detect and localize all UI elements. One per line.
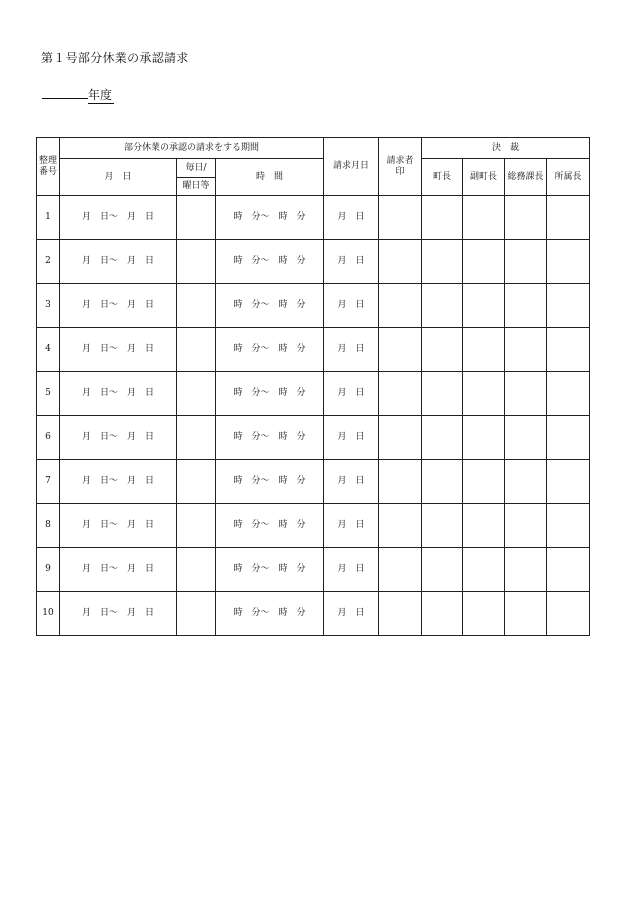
header-approver-mayor: 町長 [422,159,463,196]
table-row [37,372,590,416]
date-range-field[interactable]: 月 日～ 月 日 [60,548,177,592]
request-date-field[interactable]: 月 日 [324,284,379,328]
approval-department-head-field[interactable] [547,504,590,548]
approval-department-head-field[interactable] [547,416,590,460]
table-row [37,284,590,328]
approval-general-affairs-field[interactable] [505,196,547,240]
row-number: 10 [37,592,60,636]
daily-weekday-field[interactable] [177,416,216,460]
time-range-field[interactable]: 時 分～ 時 分 [216,196,324,240]
requester-seal-field[interactable] [379,240,422,284]
approval-general-affairs-field[interactable] [505,372,547,416]
date-range-field[interactable]: 月 日～ 月 日 [60,240,177,284]
form-title: 第１号部分休業の承認請求 [41,51,189,65]
time-range-field[interactable]: 時 分～ 時 分 [216,548,324,592]
approval-general-affairs-field[interactable] [505,504,547,548]
approval-deputy-mayor-field[interactable] [463,372,505,416]
approval-mayor-field[interactable] [422,548,463,592]
requester-seal-field[interactable] [379,372,422,416]
requester-seal-field[interactable] [379,504,422,548]
row-number: 5 [37,372,60,416]
daily-weekday-field[interactable] [177,548,216,592]
header-period: 部分休業の承認の請求をする期間 [60,138,324,159]
approval-department-head-field[interactable] [547,240,590,284]
fiscal-year-line [42,86,114,104]
time-range-field[interactable]: 時 分～ 時 分 [216,284,324,328]
daily-weekday-field[interactable] [177,460,216,504]
header-approver-deputy-mayor: 副町長 [463,159,505,196]
row-number: 6 [37,416,60,460]
header-weekday: 曜日等 [177,178,216,196]
requester-seal-field[interactable] [379,196,422,240]
daily-weekday-field[interactable] [177,592,216,636]
time-range-field[interactable]: 時 分～ 時 分 [216,460,324,504]
daily-weekday-field[interactable] [177,240,216,284]
approval-department-head-field[interactable] [547,196,590,240]
approval-department-head-field[interactable] [547,548,590,592]
request-date-field[interactable]: 月 日 [324,548,379,592]
approval-mayor-field[interactable] [422,284,463,328]
approval-deputy-mayor-field[interactable] [463,548,505,592]
request-date-field[interactable]: 月 日 [324,372,379,416]
approval-deputy-mayor-field[interactable] [463,504,505,548]
header-row-2 [37,159,590,178]
approval-general-affairs-field[interactable] [505,460,547,504]
approval-mayor-field[interactable] [422,372,463,416]
header-time: 時 間 [216,159,324,196]
row-number: 7 [37,460,60,504]
approval-deputy-mayor-field[interactable] [463,592,505,636]
table-row [37,196,590,240]
approval-general-affairs-field[interactable] [505,328,547,372]
row-number: 8 [37,504,60,548]
date-range-field[interactable]: 月 日～ 月 日 [60,416,177,460]
approval-mayor-field[interactable] [422,328,463,372]
table-row [37,460,590,504]
date-range-field[interactable]: 月 日～ 月 日 [60,460,177,504]
approval-deputy-mayor-field[interactable] [463,284,505,328]
time-range-field[interactable]: 時 分～ 時 分 [216,328,324,372]
fiscal-year-blank[interactable] [42,87,88,99]
header-month-day: 月 日 [60,159,177,196]
approval-deputy-mayor-field[interactable] [463,416,505,460]
daily-weekday-field[interactable] [177,196,216,240]
daily-weekday-field[interactable] [177,284,216,328]
table-row [37,504,590,548]
requester-seal-field[interactable] [379,548,422,592]
date-range-field[interactable]: 月 日～ 月 日 [60,592,177,636]
request-date-field[interactable]: 月 日 [324,328,379,372]
table-row [37,548,590,592]
approval-department-head-field[interactable] [547,460,590,504]
header-row-1 [37,138,590,159]
time-range-field[interactable]: 時 分～ 時 分 [216,240,324,284]
request-date-field[interactable]: 月 日 [324,504,379,548]
time-range-field[interactable]: 時 分～ 時 分 [216,592,324,636]
approval-general-affairs-field[interactable] [505,284,547,328]
approval-mayor-field[interactable] [422,416,463,460]
time-range-field[interactable]: 時 分～ 時 分 [216,372,324,416]
approval-mayor-field[interactable] [422,460,463,504]
request-date-field[interactable]: 月 日 [324,240,379,284]
requester-seal-field[interactable] [379,592,422,636]
header-daily: 毎日/ [177,159,216,178]
date-range-field[interactable]: 月 日～ 月 日 [60,284,177,328]
time-range-field[interactable]: 時 分～ 時 分 [216,416,324,460]
table-row [37,592,590,636]
approval-department-head-field[interactable] [547,372,590,416]
approval-deputy-mayor-field[interactable] [463,196,505,240]
row-number: 1 [37,196,60,240]
approval-deputy-mayor-field[interactable] [463,460,505,504]
request-date-field[interactable]: 月 日 [324,416,379,460]
table-row [37,416,590,460]
row-number: 3 [37,284,60,328]
approval-mayor-field[interactable] [422,592,463,636]
partial-leave-request-table [36,137,590,636]
header-approver-general-affairs-chief: 総務課長 [505,159,547,196]
header-requester-seal: 請求者 印 [379,138,422,196]
approval-mayor-field[interactable] [422,196,463,240]
table-row [37,328,590,372]
approval-deputy-mayor-field[interactable] [463,328,505,372]
date-range-field[interactable]: 月 日～ 月 日 [60,504,177,548]
approval-department-head-field[interactable] [547,592,590,636]
row-number: 2 [37,240,60,284]
header-seiri-bango: 整理 番号 [37,138,60,196]
header-decision: 決 裁 [422,138,590,159]
header-request-date: 請求月日 [324,138,379,196]
request-date-field[interactable]: 月 日 [324,460,379,504]
approval-general-affairs-field[interactable] [505,240,547,284]
daily-weekday-field[interactable] [177,372,216,416]
date-range-field[interactable]: 月 日～ 月 日 [60,372,177,416]
approval-general-affairs-field[interactable] [505,592,547,636]
requester-seal-field[interactable] [379,460,422,504]
approval-mayor-field[interactable] [422,240,463,284]
request-date-field[interactable]: 月 日 [324,196,379,240]
table-row [37,240,590,284]
approval-deputy-mayor-field[interactable] [463,240,505,284]
requester-seal-field[interactable] [379,416,422,460]
row-number: 9 [37,548,60,592]
row-number: 4 [37,328,60,372]
approval-department-head-field[interactable] [547,328,590,372]
approval-mayor-field[interactable] [422,504,463,548]
date-range-field[interactable]: 月 日～ 月 日 [60,196,177,240]
approval-general-affairs-field[interactable] [505,548,547,592]
approval-department-head-field[interactable] [547,284,590,328]
requester-seal-field[interactable] [379,284,422,328]
header-approver-department-head: 所属長 [547,159,590,196]
request-date-field[interactable]: 月 日 [324,592,379,636]
requester-seal-field[interactable] [379,328,422,372]
approval-general-affairs-field[interactable] [505,416,547,460]
daily-weekday-field[interactable] [177,504,216,548]
fiscal-year-suffix: 年度 [88,88,113,102]
daily-weekday-field[interactable] [177,328,216,372]
date-range-field[interactable]: 月 日～ 月 日 [60,328,177,372]
time-range-field[interactable]: 時 分～ 時 分 [216,504,324,548]
